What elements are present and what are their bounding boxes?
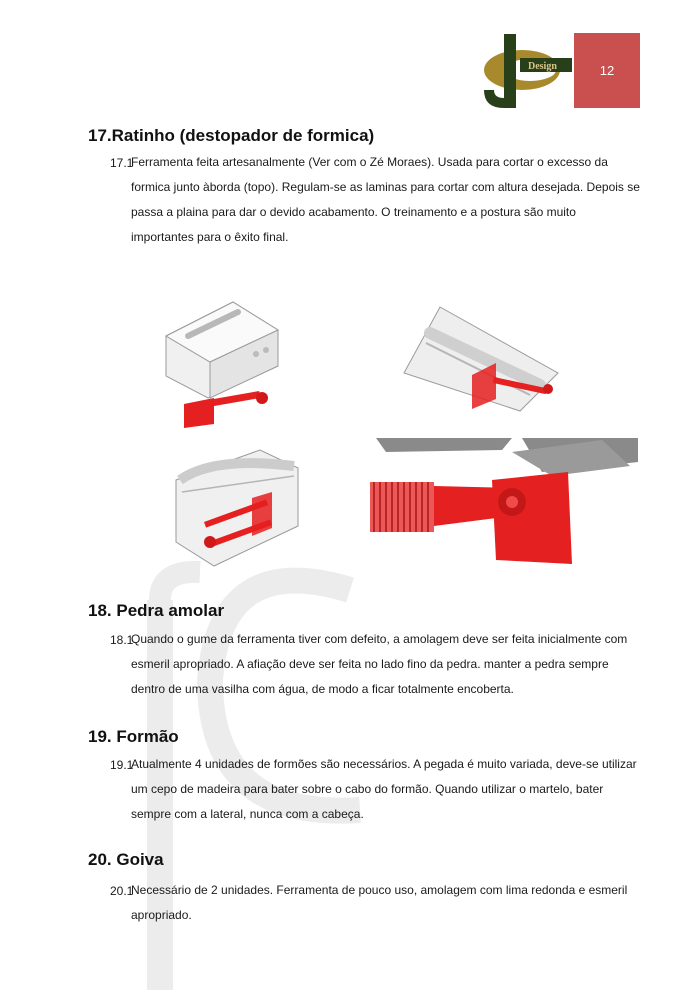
section-title-20: 20. Goiva [88,850,164,869]
section-title-18: 18. Pedra amolar [88,601,225,620]
ratinho-illustration-4 [362,436,640,566]
page-number-box [574,33,640,108]
item-text: Ferramenta feita artesanalmente (Ver com o Zé Moraes). Usada para cortar o excesso da formica junto àborda (topo). Regulam-se as laminas para cortar com altura desejada. Depois se passa a plaina para dar o devido acabamento. O treinamento e a postura são muito importantes para o êxito final. [131,155,640,244]
page-number: 12 [599,63,615,78]
item-number: 18.1 [110,633,134,647]
item-text: Necessário de 2 unidades. Ferramenta de pouco uso, amolagem com lima redonda e esmeril apropriado. [131,883,628,922]
section-title-19: 19. Formão [88,727,179,746]
item-text: Quando o gume da ferramenta tiver com defeito, a amolagem deve ser feita inicialmente com esmeril apropriado. A afiação deve ser feita no lado fino da pedra. manter a pedra sempre dentro de uma vasilha com água, de modo a ficar totalmente encoberta. [131,632,628,696]
section-title-17: 17.Ratinho (destopador de formica) [88,126,375,145]
item-number: 17.1 [110,156,134,170]
logo-text: Design [528,61,557,72]
company-logo [478,32,574,112]
item-number: 19.1 [110,758,134,772]
ratinho-illustration-3 [174,446,302,574]
item-number: 20.1 [110,884,134,898]
logo-j-stem [504,34,516,108]
ratinho-illustration-2 [400,303,560,413]
item-text: Atualmente 4 unidades de formões são necessários. A pegada é muito variada, deve-se utilizar um cepo de madeira para bater sobre o cabo do formão. Quando utilizar o martelo, bater sempre com a lateral, nunca com a cabeça. [131,757,637,821]
ratinho-illustration-1 [158,296,283,430]
